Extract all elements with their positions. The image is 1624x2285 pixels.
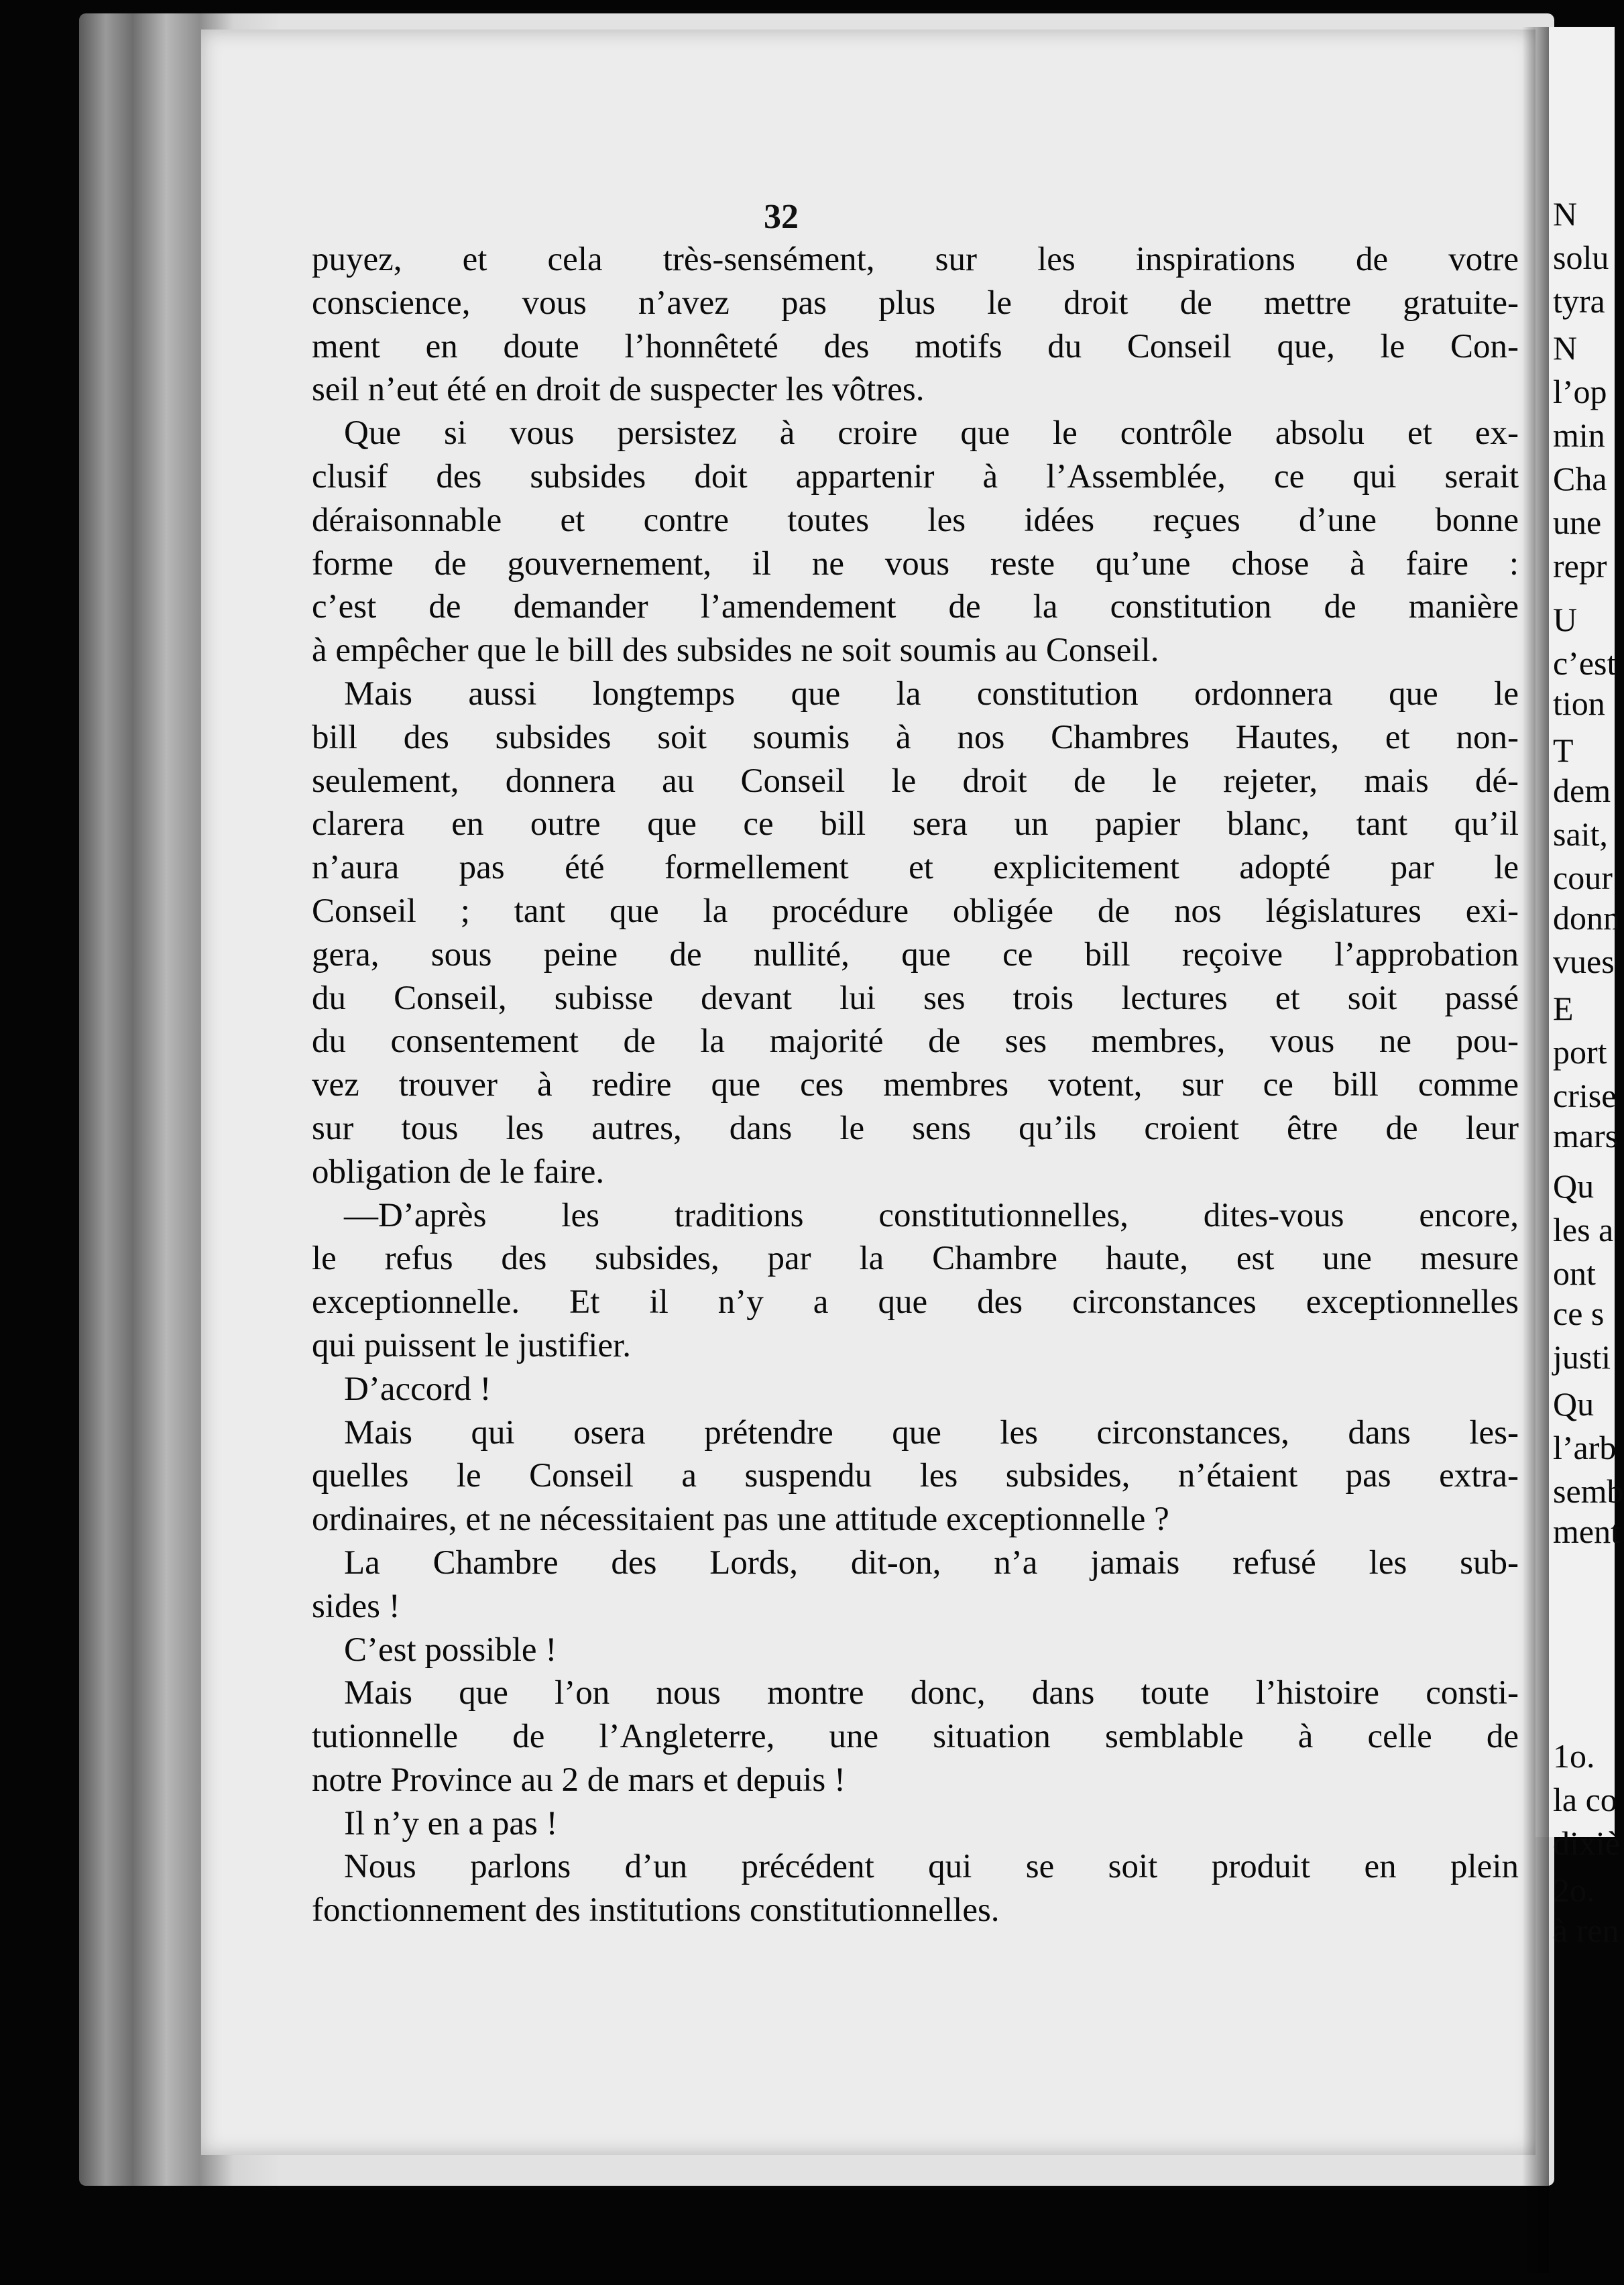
facing-page-text: tyra	[1553, 282, 1605, 320]
facing-page-text: dixiè	[1553, 1824, 1620, 1862]
text-line: Mais aussi longtemps que la constitution ordonnera que le	[344, 675, 1519, 713]
text-line: puyez, et cela très-sensément, sur les inspirations de votre	[312, 241, 1519, 278]
facing-page-text: solu	[1553, 239, 1609, 276]
facing-page-text: port	[1553, 1033, 1607, 1071]
facing-page-text: l’op	[1553, 373, 1607, 410]
facing-page-text: min	[1553, 416, 1605, 454]
text-line: conscience, vous n’avez pas plus le droit de mettre gratuite-	[312, 284, 1519, 322]
text-line: à empêcher que le bill des subsides ne soit soumis au Conseil.	[312, 632, 1159, 670]
facing-page-text: dem	[1553, 772, 1611, 809]
facing-page-text: la co	[1553, 1781, 1617, 1818]
body-text	[312, 238, 1519, 1932]
text-line: clarera en outre que ce bill sera un papier blanc, tant qu’il	[312, 805, 1519, 843]
facing-page-text: ment	[1553, 1513, 1620, 1550]
text-line: vez trouver à redire que ces membres votent, sur ce bill comme	[312, 1066, 1519, 1104]
facing-page-text: justi	[1553, 1338, 1611, 1376]
facing-page-text: repr	[1553, 547, 1607, 585]
text-line: Il n’y en a pas !	[344, 1804, 558, 1842]
text-line: gera, sous peine de nullité, que ce bill reçoive l’approbation	[312, 935, 1519, 974]
facing-page-text: ce s	[1553, 1295, 1605, 1332]
facing-page-text: mars	[1553, 1117, 1619, 1155]
facing-page-text: 1o.	[1553, 1737, 1595, 1775]
text-line: forme de gouvernement, il ne vous reste qu’une chose à faire :	[312, 544, 1519, 583]
text-line: Nous parlons d’un précédent qui se soit produit en plein	[344, 1848, 1519, 1886]
facing-page-text: T	[1553, 731, 1574, 769]
facing-page-text: les a	[1553, 1211, 1614, 1248]
facing-page-text: Cha	[1553, 460, 1607, 497]
text-line: bill des subsides soit soumis à nos Chambres Hautes, et non-	[312, 718, 1519, 756]
text-line: du consentement de la majorité de ses membres, vous ne pou-	[312, 1022, 1519, 1061]
text-line: ordinaires, et ne nécessitaient pas une attitude exceptionnelle ?	[312, 1501, 1169, 1539]
facing-page-text: sait,	[1553, 815, 1608, 853]
page-fold-shadow	[1522, 27, 1549, 2273]
facing-page-text: Qu	[1553, 1167, 1594, 1205]
facing-page-text: cour	[1553, 859, 1613, 896]
facing-page-text: tion	[1553, 685, 1605, 722]
facing-page-text: donn	[1553, 899, 1620, 937]
text-line: D’accord !	[344, 1370, 491, 1408]
facing-page-text: N	[1553, 329, 1578, 367]
text-line: Mais que l’on nous montre donc, dans toute l’histoire consti-	[344, 1674, 1519, 1712]
text-line: ment en doute l’honnêteté des motifs du Conseil que, le Con-	[312, 327, 1519, 365]
text-line: quelles le Conseil a suspendu les subsides, n’étaient pas extra-	[312, 1457, 1519, 1495]
text-line: exceptionnelle. Et il n’y a que des circonstances exceptionnelles	[312, 1283, 1519, 1322]
page-number: 32	[764, 198, 799, 236]
text-line: C’est possible !	[344, 1631, 557, 1669]
facing-page-text: Qu	[1553, 1385, 1594, 1423]
facing-page-text: c’est	[1553, 644, 1617, 682]
text-line: Conseil ; tant que la procédure obligée de nos législatures exi-	[312, 892, 1519, 930]
facing-page-text: vues	[1553, 943, 1615, 980]
text-line: notre Province au 2 de mars et depuis !	[312, 1761, 846, 1799]
text-line: déraisonnable et contre toutes les idées reçues d’une bonne	[312, 501, 1519, 539]
facing-page-text: semb	[1553, 1472, 1624, 1510]
text-line: du Conseil, subisse devant lui ses trois lectures et soit passé	[312, 979, 1519, 1017]
text-line: sides !	[312, 1587, 400, 1625]
facing-page-text: à ren	[1553, 1912, 1619, 1949]
text-line: seulement, donnera au Conseil le droit de le rejeter, mais dé-	[312, 762, 1519, 800]
facing-page-text: une	[1553, 504, 1602, 541]
text-line: obligation de le faire.	[312, 1153, 605, 1191]
text-line: —D’après les traditions constitutionnelles, dites-vous encore,	[344, 1196, 1519, 1234]
facing-page-text: ont	[1553, 1254, 1596, 1292]
text-line: Mais qui osera prétendre que les circonstances, dans les-	[344, 1413, 1519, 1452]
facing-page-text: l’arb	[1553, 1429, 1617, 1466]
text-line: sur tous les autres, dans le sens qu’ils croient être de leur	[312, 1109, 1519, 1147]
text-line: n’aura pas été formellement et explicitement adopté par le	[312, 849, 1519, 887]
text-line: le refus des subsides, par la Chambre haute, est une mesure	[312, 1240, 1519, 1278]
facing-page-text: 2o.	[1553, 1871, 1595, 1909]
facing-page-text: N	[1553, 195, 1578, 233]
text-line: fonctionnement des institutions constitutionnelles.	[312, 1891, 1000, 1930]
text-line: seil n’eut été en droit de suspecter les vôtres.	[312, 371, 925, 409]
text-line: c’est de demander l’amendement de la constitution de manière	[312, 588, 1519, 626]
text-line: qui puissent le justifier.	[312, 1326, 631, 1364]
facing-page-text: crise	[1553, 1077, 1617, 1114]
facing-page-text: U	[1553, 601, 1578, 638]
text-line: La Chambre des Lords, dit-on, n’a jamais refusé les sub-	[344, 1543, 1519, 1582]
text-line: clusif des subsides doit appartenir à l’Assemblée, ce qui serait	[312, 457, 1519, 495]
text-line: Que si vous persistez à croire que le contrôle absolu et ex-	[344, 414, 1519, 453]
facing-page-text: E	[1553, 990, 1574, 1027]
text-line: tutionnelle de l’Angleterre, une situation semblable à celle de	[312, 1718, 1519, 1756]
